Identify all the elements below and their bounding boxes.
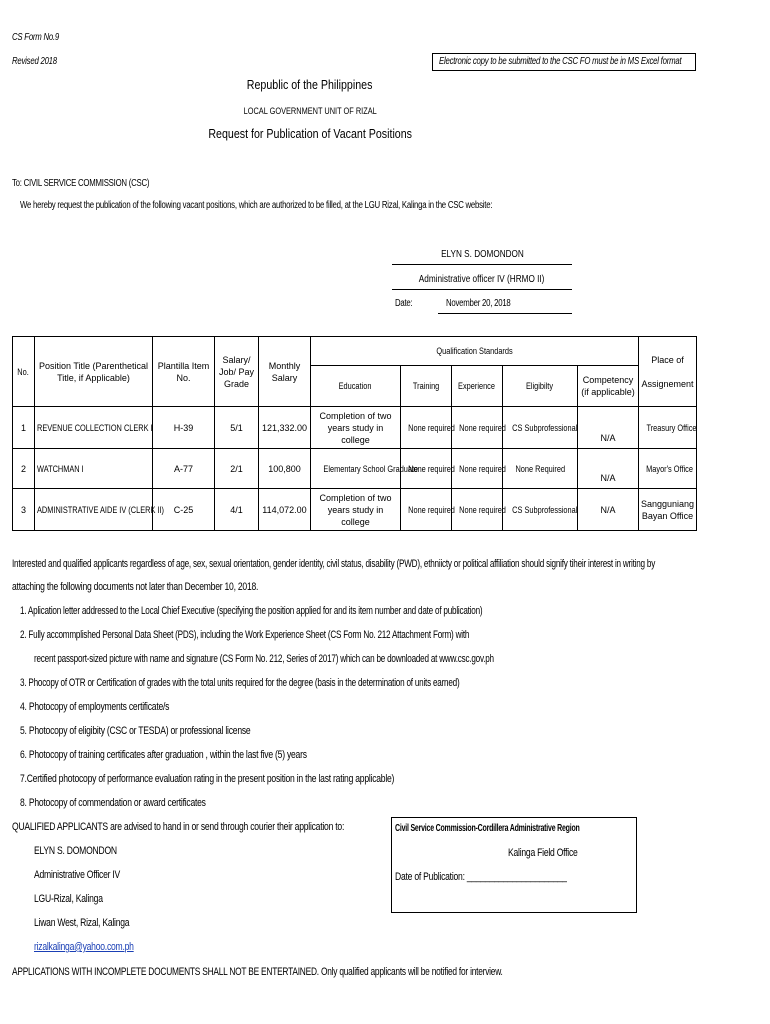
page-title: Request for Publication of Vacant Positions [208, 126, 412, 141]
row-item: H-39 [153, 407, 215, 449]
row-place: Mayor's Office [639, 449, 697, 489]
date-value: November 20, 2018 [446, 298, 511, 309]
requirement-2-cont: recent passport-sized picture with name and signature (CS Form No. 212, Series of 2017) which can be downloaded at www.csc.gov.ph [34, 653, 494, 665]
row-experience: None required [452, 407, 503, 449]
csc-office-box [391, 817, 637, 913]
header-eligibility: Eligibilty [503, 366, 578, 407]
row-position: REVENUE COLLECTION CLERK I [35, 407, 153, 449]
header-experience: Experience [452, 366, 503, 407]
form-number: CS Form No.9 [12, 32, 60, 43]
to-line: To: CIVIL SERVICE COMMISSION (CSC) [12, 178, 150, 189]
row-grade: 5/1 [215, 407, 259, 449]
table-row [13, 407, 697, 449]
row-salary: 121,332.00 [259, 407, 311, 449]
contact-email[interactable] [34, 941, 134, 953]
row-training: None required [401, 489, 452, 531]
table-row [13, 449, 697, 489]
row-no: 1 [13, 407, 35, 449]
row-place: Treasury Office [639, 407, 697, 449]
date-label: Date: [395, 298, 413, 309]
header-competency: Competency (if applicable) [578, 366, 639, 407]
contact-office: LGU-Rizal, Kalinga [34, 893, 103, 905]
contact-position: Administrative Officer IV [34, 869, 121, 881]
republic-heading: Republic of the Philippines [247, 77, 373, 92]
row-education: Elementary School Graduate [311, 449, 401, 489]
row-eligibility: CS Subprofessional [503, 489, 578, 531]
header-item: Plantilla Item No. [153, 337, 215, 407]
row-education: Completion of two years study in college [311, 489, 401, 531]
row-no: 3 [13, 489, 35, 531]
header-position: Position Title (Parenthetical Title, if Applicable) [35, 337, 153, 407]
requirement-3: 3. Phocopy of OTR or Certification of grades with the total units required for the degree (basis in the determination of units earned) [20, 677, 460, 689]
requirement-8: 8. Photocopy of commendation or award certificates [20, 797, 206, 809]
table-row [13, 489, 697, 531]
row-eligibility: CS Subprofessional [503, 407, 578, 449]
row-item: A-77 [153, 449, 215, 489]
csc-field-office: Kalinga Field Office [508, 847, 578, 859]
row-training: None required [401, 407, 452, 449]
contact-address: Liwan West, Rizal, Kalinga [34, 917, 130, 929]
row-salary: 100,800 [259, 449, 311, 489]
signature-line [392, 264, 572, 265]
row-competency: N/A [578, 449, 639, 489]
row-position: WATCHMAN I [35, 449, 153, 489]
email-link[interactable]: rizalkalinga@yahoo.com.ph [34, 941, 134, 953]
vacancy-table [12, 336, 697, 531]
row-training: None required [401, 449, 452, 489]
header-monthly: Monthly Salary [259, 337, 311, 407]
intro-line-2: attaching the following documents not later than December 10, 2018. [12, 581, 259, 593]
format-notice: Electronic copy to be submitted to the CSC FO must be in MS Excel format [439, 56, 682, 67]
signatory-name: ELYN S. DOMONDON [440, 249, 524, 260]
footer-notice: APPLICATIONS WITH INCOMPLETE DOCUMENTS SHALL NOT BE ENTERTAINED. Only qualified applicants will be notified for interview. [12, 966, 503, 978]
contact-name: ELYN S. DOMONDON [34, 845, 117, 857]
position-line [392, 289, 572, 290]
row-eligibility: None Required [503, 449, 578, 489]
row-competency: N/A [578, 489, 639, 531]
signatory-position: Administrative officer IV (HRMO II) [419, 274, 545, 285]
intro-line-1: Interested and qualified applicants regardless of age, sex, sexual orientation, gender identity, civil status, disability (PWD), ethniicty or political affiliation should signify tiheir interest in writing by [12, 558, 656, 570]
row-no: 2 [13, 449, 35, 489]
row-experience: None required [452, 449, 503, 489]
requirement-5: 5. Photocopy of eligibity (CSC or TESDA) or professional license [20, 725, 251, 737]
lgu-heading: LOCAL GOVERNMENT UNIT OF RIZAL [243, 106, 377, 116]
header-no: No. [13, 337, 35, 407]
header-place: Place of Assignement [639, 337, 697, 407]
row-place: Sangguniang Bayan Office [639, 489, 697, 531]
date-line [438, 313, 572, 314]
form-revised: Revised 2018 [12, 56, 57, 67]
requirement-6: 6. Photocopy of training certificates after graduation , within the last five (5) years [20, 749, 307, 761]
requirement-4: 4. Photocopy of employments certificate/s [20, 701, 170, 713]
header-education: Education [311, 366, 401, 407]
requirement-7: 7.Certified photocopy of performance evaluation rating in the present position in the last rating applicable) [20, 773, 395, 785]
qualified-applicants-text: QUALIFIED APPLICANTS are advised to hand in or send through courier their application to: [12, 821, 345, 833]
row-education: Completion of two years study in college [311, 407, 401, 449]
requirement-1: 1. Aplication letter addressed to the Local Chief Executive (specifying the position applied for and its item number and date of publication) [20, 605, 483, 617]
row-position: ADMINISTRATIVE AIDE IV (CLERK II) [35, 489, 153, 531]
publication-date-field[interactable]: Date of Publication: ______________________ [395, 871, 567, 883]
row-grade: 2/1 [215, 449, 259, 489]
csc-office-title: Civil Service Commission-Cordillera Administrative Region [395, 823, 580, 834]
row-experience: None required [452, 489, 503, 531]
header-training: Training [401, 366, 452, 407]
requirement-2: 2. Fully accommplished Personal Data Sheet (PDS), including the Work Experience Sheet (CS Form No. 212 Attachment Form) with [20, 629, 470, 641]
row-grade: 4/1 [215, 489, 259, 531]
header-salary-grade: Salary/ Job/ Pay Grade [215, 337, 259, 407]
row-competency: N/A [578, 407, 639, 449]
row-item: C-25 [153, 489, 215, 531]
request-text: We hereby request the publication of the following vacant positions, which are authorized to be filled, at the LGU Rizal, Kalinga in the CSC website: [20, 200, 493, 211]
row-salary: 114,072.00 [259, 489, 311, 531]
format-notice-box [432, 53, 696, 71]
header-qualification: Qualification Standards [311, 337, 639, 366]
